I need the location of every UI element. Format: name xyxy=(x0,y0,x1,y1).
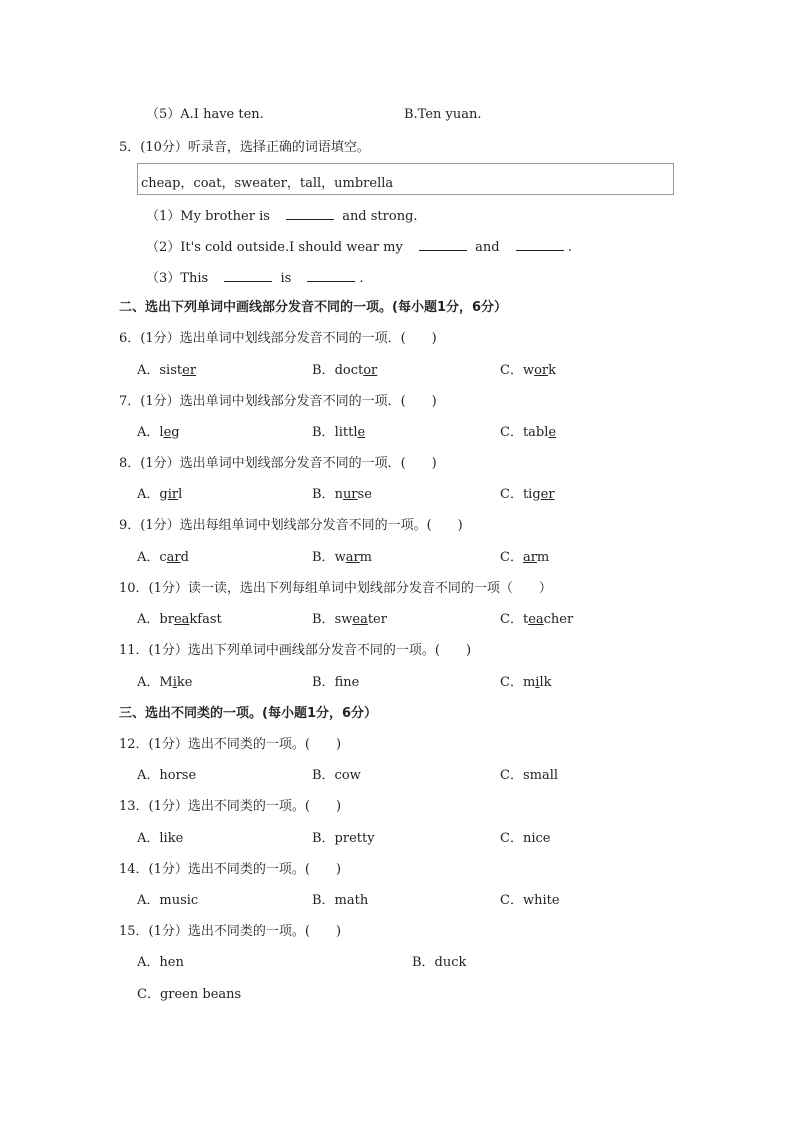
q11-b-label: B． xyxy=(312,675,335,690)
q11-option-b[interactable] xyxy=(312,675,359,691)
q5-item1-blank[interactable] xyxy=(286,207,334,220)
q11-a-underlined: i xyxy=(172,675,177,690)
q14-stem: 14．(1分）选出不同类的一项。( ) xyxy=(119,862,342,877)
q9-b-underlined: ar xyxy=(345,550,360,565)
q8-option-c[interactable] xyxy=(500,487,555,503)
q5-item3-prefix: （3） xyxy=(146,271,181,286)
q8-a-label: A． xyxy=(137,487,160,502)
q11-option-c[interactable] xyxy=(500,675,552,691)
q7-a-label: A． xyxy=(137,425,160,440)
q11-a-post: ke xyxy=(176,675,193,690)
q5-item2-text2: and xyxy=(475,240,500,255)
q13-option-c[interactable]: C．nice xyxy=(500,831,551,846)
q9-b-post: m xyxy=(359,550,372,565)
q13-stem: 13．(1分）选出不同类的一项。( ) xyxy=(119,799,342,814)
q7-a-pre: l xyxy=(159,425,164,440)
q8-option-a[interactable] xyxy=(137,487,182,503)
section2-title: 二、选出下列单词中画线部分发音不同的一项。(每小题1分，6分） xyxy=(119,300,508,315)
q9-b-pre: w xyxy=(334,550,346,565)
q6-option-a[interactable] xyxy=(137,363,196,379)
q10-b-label: B． xyxy=(312,612,335,627)
q5-item2-blank1[interactable] xyxy=(419,238,467,251)
q10-c-underlined: ea xyxy=(528,612,544,627)
q4-item5-option-a: A.I have ten. xyxy=(180,107,264,122)
q8-c-pre: tig xyxy=(522,487,541,502)
q7-stem: 7．(1分）选出单词中划线部分发音不同的一项．( ) xyxy=(119,394,437,409)
q11-b-post: ne xyxy=(343,675,360,690)
q5-item2-prefix: （2） xyxy=(146,240,181,255)
q10-a-underlined: ea xyxy=(173,612,190,627)
q9-option-b[interactable] xyxy=(312,550,372,566)
q12-option-c[interactable]: C．small xyxy=(500,768,559,783)
q9-option-c[interactable] xyxy=(500,550,549,566)
q8-c-underlined: er xyxy=(540,487,555,502)
q10-b-post: ter xyxy=(367,612,387,627)
q5-item3 xyxy=(146,269,364,287)
q5-item2-blank2[interactable] xyxy=(516,238,564,251)
q5-item2-text3: . xyxy=(567,240,572,255)
q8-b-underlined: ur xyxy=(342,487,358,502)
q9-a-post: d xyxy=(180,550,189,565)
q9-stem: 9．(1分）选出每组单词中划线部分发音不同的一项。( ) xyxy=(119,518,463,533)
q6-c-pre: w xyxy=(522,363,535,378)
q8-b-post: se xyxy=(357,487,372,502)
q10-stem: 10．(1分）读一读，选出下列每组单词中划线部分发音不同的一项（ ） xyxy=(119,581,552,596)
q5-item3-text1: This xyxy=(180,271,209,286)
q9-b-label: B． xyxy=(312,550,335,565)
q4-item5-option-b: B.Ten yuan. xyxy=(404,107,482,122)
q6-stem: 6．(1分）选出单词中划线部分发音不同的一项．( ) xyxy=(119,331,437,346)
q15-option-a[interactable]: A．hen xyxy=(137,955,184,970)
q5-stem: 5．(10分）听录音，选择正确的词语填空。 xyxy=(119,140,370,155)
q11-c-post: lk xyxy=(539,675,552,690)
q15-option-c[interactable]: C．green beans xyxy=(137,987,242,1002)
q5-item3-text2: is xyxy=(280,271,292,286)
q9-a-underlined: ar xyxy=(166,550,181,565)
q8-c-label: C． xyxy=(500,487,523,502)
q9-a-label: A． xyxy=(137,550,160,565)
q5-word-box xyxy=(137,163,674,195)
section3-title: 三、选出不同类的一项。(每小题1分，6分） xyxy=(119,706,378,721)
q12-option-a[interactable]: A．horse xyxy=(137,768,197,783)
q15-stem: 15．(1分）选出不同类的一项。( ) xyxy=(119,924,342,939)
q13-option-a[interactable]: A．like xyxy=(137,831,184,846)
q5-item1-prefix: （1） xyxy=(146,209,181,224)
q10-a-label: A． xyxy=(137,612,160,627)
q9-a-pre: c xyxy=(159,550,167,565)
q12-option-b[interactable]: B．cow xyxy=(312,768,361,783)
q7-option-b[interactable] xyxy=(312,425,365,441)
q10-a-post: kfast xyxy=(189,612,222,627)
q7-option-a[interactable] xyxy=(137,425,180,441)
q11-c-pre: m xyxy=(522,675,536,690)
q15-option-b[interactable]: B．duck xyxy=(412,955,467,970)
q5-item1-text2: and strong. xyxy=(342,209,418,224)
q14-option-a[interactable]: A．music xyxy=(137,893,199,908)
q10-option-a[interactable] xyxy=(137,612,222,628)
q8-a-post: l xyxy=(178,487,183,502)
q7-c-label: C． xyxy=(500,425,523,440)
q14-option-b[interactable]: B．math xyxy=(312,893,369,908)
q11-b-pre: f xyxy=(334,675,344,690)
q5-item3-blank1[interactable] xyxy=(224,269,272,282)
q10-b-underlined: ea xyxy=(352,612,368,627)
q8-b-pre: n xyxy=(334,487,343,502)
q7-c-underlined: e xyxy=(548,425,557,440)
q6-a-pre: sist xyxy=(159,363,183,378)
q6-a-underlined: er xyxy=(182,363,197,378)
q5-item3-text3: . xyxy=(359,271,364,286)
q8-stem: 8．(1分）选出单词中划线部分发音不同的一项．( ) xyxy=(119,456,437,471)
q7-option-c[interactable] xyxy=(500,425,556,441)
q5-item3-blank2[interactable] xyxy=(307,269,355,282)
q5-item2-text1: It's cold outside.I should wear my xyxy=(180,240,403,255)
q8-a-underlined: ir xyxy=(167,487,179,502)
q10-a-pre: br xyxy=(159,612,174,627)
q6-a-label: A． xyxy=(137,363,160,378)
q14-option-c[interactable]: C．white xyxy=(500,893,560,908)
q6-c-underlined: or xyxy=(534,363,549,378)
q11-option-a[interactable] xyxy=(137,675,192,691)
q9-c-post: m xyxy=(536,550,550,565)
q6-c-post: k xyxy=(548,363,557,378)
q9-option-a[interactable] xyxy=(137,550,189,566)
q10-option-b[interactable] xyxy=(312,612,387,628)
q11-c-underlined: i xyxy=(535,675,540,690)
q13-option-b[interactable]: B．pretty xyxy=(312,831,375,846)
q11-a-label: A． xyxy=(137,675,160,690)
q5-item2 xyxy=(146,238,572,256)
q4-item5 xyxy=(146,107,264,123)
q7-a-post: g xyxy=(171,425,180,440)
q10-c-pre: t xyxy=(522,612,529,627)
q10-c-label: C． xyxy=(500,612,523,627)
q5-word-list: cheap，coat，sweater，tall，umbrella xyxy=(141,176,394,191)
q4-item5-prefix: （5） xyxy=(146,107,181,122)
q7-b-label: B． xyxy=(312,425,335,440)
q6-b-underlined: or xyxy=(363,363,378,378)
q5-item1-text1: My brother is xyxy=(180,209,270,224)
q11-a-pre: M xyxy=(159,675,173,690)
q5-item1 xyxy=(146,207,418,225)
q7-b-pre: littl xyxy=(334,425,358,440)
q9-c-label: C． xyxy=(500,550,523,565)
q6-b-label: B． xyxy=(312,363,335,378)
q12-stem: 12．(1分）选出不同类的一项。( ) xyxy=(119,737,342,752)
q9-c-underlined: ar xyxy=(522,550,537,565)
q11-stem: 11．(1分）选出下列单词中画线部分发音不同的一项。( ) xyxy=(119,643,472,658)
q10-b-pre: sw xyxy=(334,612,353,627)
q6-option-b[interactable] xyxy=(312,363,377,379)
q6-c-label: C． xyxy=(500,363,523,378)
q11-c-label: C． xyxy=(500,675,523,690)
q10-option-c[interactable] xyxy=(500,612,573,628)
q10-c-post: cher xyxy=(543,612,574,627)
q8-b-label: B． xyxy=(312,487,335,502)
q7-c-pre: tabl xyxy=(522,425,549,440)
q6-option-c[interactable] xyxy=(500,363,556,379)
q6-b-pre: doct xyxy=(334,363,364,378)
q7-b-underlined: e xyxy=(357,425,366,440)
q8-a-pre: g xyxy=(159,487,168,502)
q7-a-underlined: e xyxy=(163,425,172,440)
q8-option-b[interactable] xyxy=(312,487,372,503)
